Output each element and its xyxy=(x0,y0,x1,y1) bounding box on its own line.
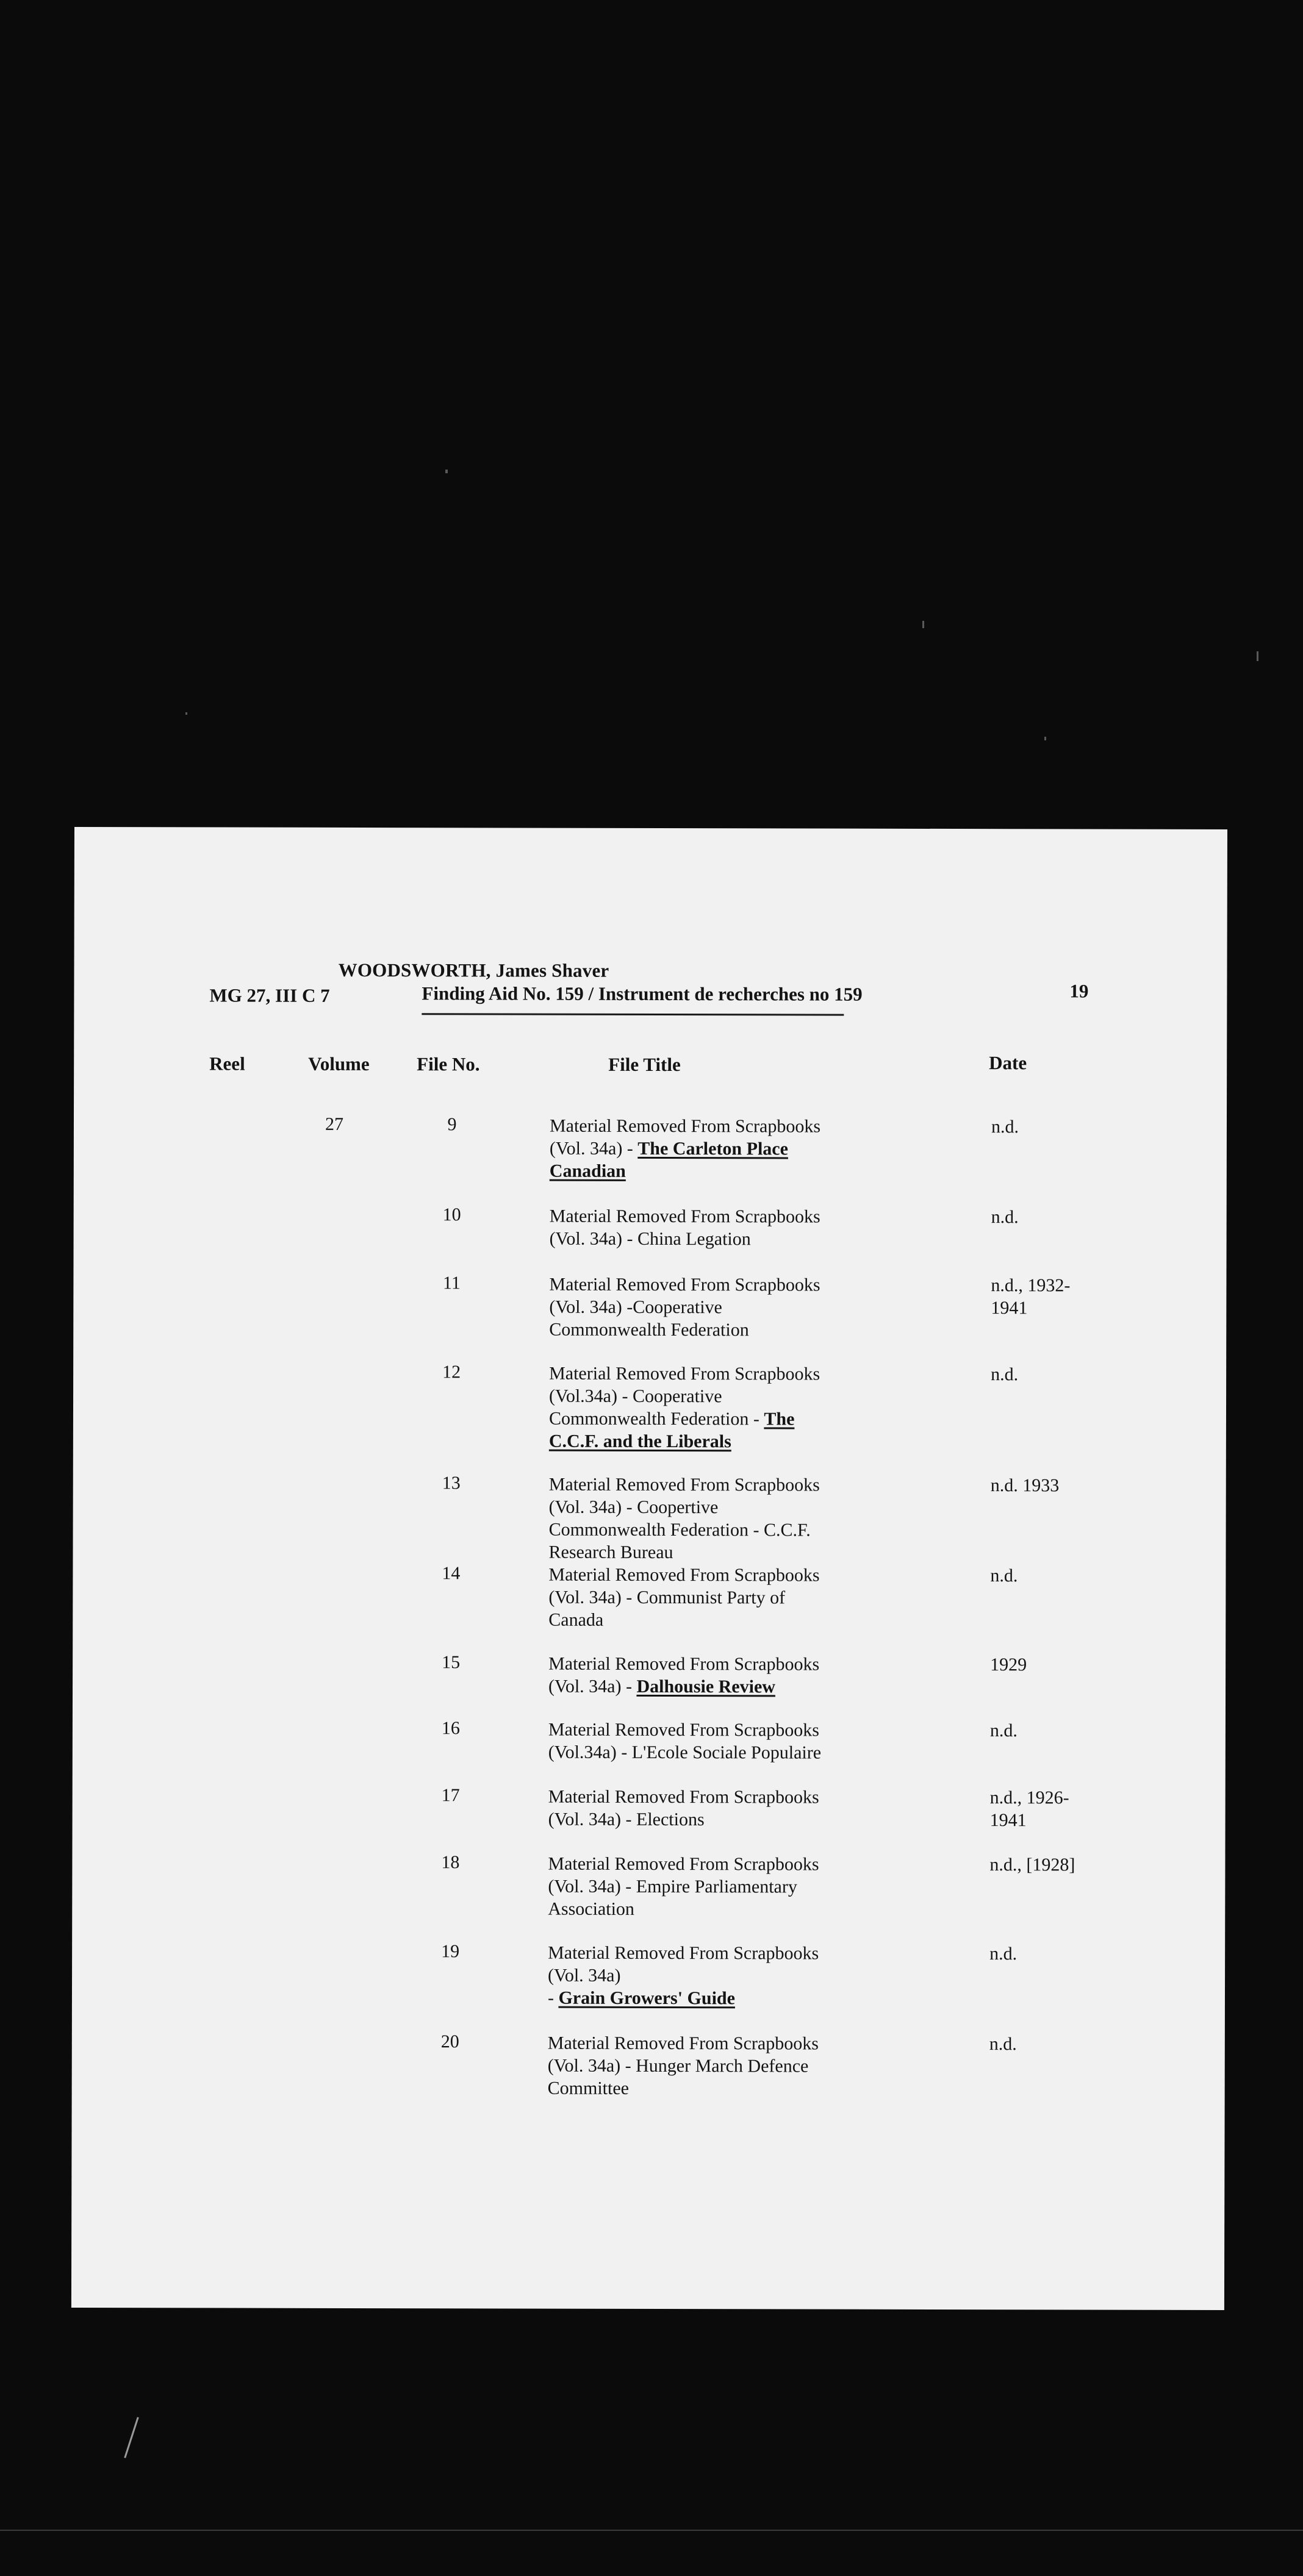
file-title-text: Material Removed From Scrapbooks xyxy=(548,1653,820,1675)
file-title-text: Committee xyxy=(547,2078,630,2098)
file-date: n.d. xyxy=(989,2034,1017,2055)
file-title-text: Material Removed From Scrapbooks xyxy=(548,1853,819,1875)
file-title-text: Material Removed From Scrapbooks xyxy=(548,1719,820,1741)
file-number: 14 xyxy=(442,1563,461,1584)
file-date: n.d. xyxy=(990,1565,1018,1586)
file-title-line xyxy=(550,1228,891,1251)
file-number: 16 xyxy=(441,1718,460,1739)
file-number: 9 xyxy=(447,1114,457,1135)
file-title-text: (Vol. 34a) - Hunger March Defence xyxy=(547,2055,809,2077)
file-title xyxy=(548,1473,890,1564)
file-title-text: Commonwealth Federation - xyxy=(548,1408,764,1429)
file-title-text: Material Removed From Scrapbooks xyxy=(548,1942,819,1964)
file-date: n.d. 1933 xyxy=(990,1475,1060,1496)
underlined-title: Dalhousie Review xyxy=(636,1676,776,1697)
file-title-text: (Vol. 34a) - xyxy=(549,1138,638,1159)
file-title xyxy=(548,1719,890,1764)
film-speck xyxy=(922,621,924,628)
file-title-line xyxy=(548,1808,890,1831)
file-number: 11 xyxy=(442,1273,461,1293)
film-speck xyxy=(1257,651,1258,661)
file-title-line xyxy=(549,1430,891,1453)
file-title-text: (Vol. 34a) - Coopertive xyxy=(548,1497,719,1518)
file-title-text: Material Removed From Scrapbooks xyxy=(548,1786,819,1808)
volume-number: 27 xyxy=(325,1114,344,1134)
file-date: n.d. xyxy=(989,1944,1018,1964)
film-speck xyxy=(124,2417,138,2458)
file-date: 1929 xyxy=(990,1655,1027,1675)
file-title xyxy=(548,1942,889,2010)
file-number: 17 xyxy=(441,1785,460,1806)
file-number: 10 xyxy=(442,1204,461,1225)
file-title-text: Material Removed From Scrapbooks xyxy=(549,1274,820,1295)
file-title-line xyxy=(548,1586,890,1609)
file-title-line xyxy=(549,1519,891,1542)
file-title-text: Canada xyxy=(548,1609,604,1630)
file-title-line xyxy=(549,1496,891,1519)
finding-aid-line: Finding Aid No. 159 / Instrument de recherches no 159 xyxy=(422,982,863,1005)
file-title xyxy=(550,1115,891,1183)
file-title-line xyxy=(549,1473,891,1497)
file-title-line xyxy=(548,1942,889,1965)
file-number: 15 xyxy=(442,1652,461,1673)
column-header-date: Date xyxy=(989,1052,1027,1074)
file-title-line xyxy=(549,1273,891,1297)
column-header-volume: Volume xyxy=(308,1053,370,1075)
document-page xyxy=(71,827,1227,2310)
file-title-text: (Vol. 34a) xyxy=(548,1965,621,1986)
file-title-text: Commonwealth Federation xyxy=(549,1319,749,1340)
file-title-line xyxy=(548,2077,889,2100)
file-title-text: Association xyxy=(548,1898,634,1919)
file-title-line xyxy=(549,1385,891,1408)
file-title-line xyxy=(548,1719,890,1742)
file-date: n.d. xyxy=(991,1364,1019,1385)
file-title-line xyxy=(550,1137,891,1161)
column-header-reel: Reel xyxy=(209,1053,245,1075)
file-title xyxy=(550,1205,891,1251)
file-date: n.d. xyxy=(991,1117,1019,1137)
underlined-title: The Carleton Place xyxy=(637,1138,788,1159)
column-header-file-no: File No. xyxy=(417,1053,480,1075)
file-date: n.d. xyxy=(991,1207,1019,1228)
file-title-text: Material Removed From Scrapbooks xyxy=(547,2033,819,2054)
underlined-title: The xyxy=(764,1409,795,1429)
page-number: 19 xyxy=(1069,980,1089,1002)
archive-reference: MG 27, III C 7 xyxy=(209,984,330,1006)
file-title-text: (Vol. 34a) - China Legation xyxy=(549,1228,751,1250)
file-date: n.d. xyxy=(989,1720,1018,1741)
file-title-text: Material Removed From Scrapbooks xyxy=(548,1474,820,1495)
file-title-text: - xyxy=(547,1987,559,2008)
file-number: 13 xyxy=(442,1473,461,1494)
file-title-text: (Vol. 34a) - xyxy=(548,1676,637,1697)
file-title-text: (Vol. 34a) -Cooperative xyxy=(549,1297,722,1318)
file-title-line xyxy=(548,1541,890,1564)
document-title xyxy=(74,959,1227,983)
file-title-text: Material Removed From Scrapbooks xyxy=(548,1564,820,1586)
file-date: n.d., [1928] xyxy=(989,1855,1075,1875)
file-title-line xyxy=(548,2032,889,2055)
file-title xyxy=(548,1653,890,1698)
file-title xyxy=(549,1362,891,1453)
file-title-line xyxy=(550,1115,891,1138)
file-title-line xyxy=(548,1987,889,2010)
file-title-line xyxy=(548,2055,889,2078)
file-number: 20 xyxy=(440,2031,459,2052)
film-speck xyxy=(445,470,448,473)
file-title-line xyxy=(549,1408,891,1431)
file-date: n.d., 1932- 1941 xyxy=(991,1275,1071,1318)
file-title-text: (Vol. 34a) - Empire Parliamentary xyxy=(548,1876,797,1897)
column-header-file-title: File Title xyxy=(608,1053,681,1076)
file-date: n.d., 1926- 1941 xyxy=(989,1787,1069,1831)
file-title-line xyxy=(548,1875,889,1898)
file-title xyxy=(549,1273,891,1342)
underlined-title: Canadian xyxy=(549,1161,626,1181)
film-edge-line xyxy=(0,2530,1303,2531)
file-title-text: Research Bureau xyxy=(548,1542,673,1563)
file-title-line xyxy=(548,1786,890,1809)
file-title-line xyxy=(548,1564,890,1587)
header-rule xyxy=(422,1013,844,1015)
file-title-text: (Vol.34a) - L'Ecole Sociale Populaire xyxy=(548,1742,822,1763)
file-title-line xyxy=(550,1160,891,1183)
file-title-line xyxy=(548,1609,890,1632)
file-title-text: (Vol. 34a) - Elections xyxy=(548,1809,705,1830)
file-title xyxy=(548,1853,889,1921)
file-number: 12 xyxy=(442,1362,461,1383)
title-text: WOODSWORTH, James Shaver xyxy=(338,959,609,981)
file-title xyxy=(548,1564,890,1632)
file-title-line xyxy=(550,1205,891,1228)
file-title-text: (Vol. 34a) - Communist Party of xyxy=(548,1587,786,1608)
file-number: 19 xyxy=(441,1941,460,1962)
film-speck xyxy=(185,712,187,715)
file-title-text: Commonwealth Federation - C.C.F. xyxy=(548,1519,811,1540)
file-title-text: Material Removed From Scrapbooks xyxy=(549,1115,821,1137)
file-title-line xyxy=(548,1964,889,1987)
file-title-line xyxy=(548,1741,890,1764)
file-title xyxy=(548,2032,889,2100)
film-speck xyxy=(1044,737,1046,740)
file-title-line xyxy=(549,1318,891,1342)
file-title-line xyxy=(548,1675,890,1698)
file-title-line xyxy=(548,1653,890,1676)
underlined-title: Grain Growers' Guide xyxy=(558,1987,735,2009)
file-title-line xyxy=(548,1853,889,1876)
file-title xyxy=(548,1786,890,1831)
file-title-text: (Vol.34a) - Cooperative xyxy=(549,1386,722,1407)
file-title-text: Material Removed From Scrapbooks xyxy=(549,1363,820,1384)
file-title-line xyxy=(548,1898,889,1921)
underlined-title: C.C.F. and the Liberals xyxy=(548,1431,731,1452)
file-title-text: Material Removed From Scrapbooks xyxy=(549,1206,820,1227)
file-title-line xyxy=(549,1362,891,1386)
file-title-line xyxy=(549,1296,891,1319)
file-number: 18 xyxy=(441,1852,460,1873)
